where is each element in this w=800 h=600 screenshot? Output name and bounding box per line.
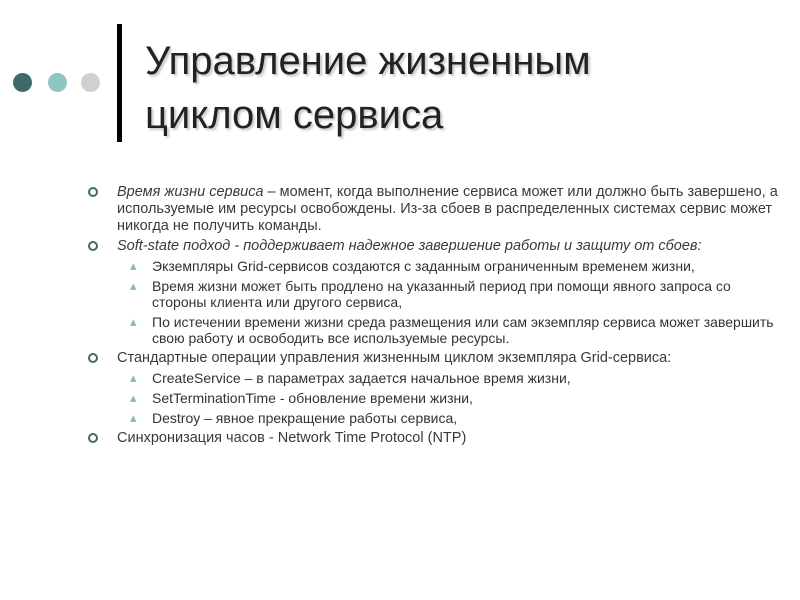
decorative-dots bbox=[13, 73, 103, 93]
bullet-item-standard-ops bbox=[88, 350, 788, 367]
standard-ops-sublist bbox=[88, 370, 788, 426]
triangle-bullet-icon: ▴ bbox=[130, 314, 137, 329]
sub-item-text: Экземпляры Grid-сервисов создаются с заданным ограниченным временем жизни, bbox=[152, 258, 695, 274]
soft-state-sublist bbox=[88, 258, 788, 346]
standard-ops-text: Стандартные операции управления жизненным циклом экземпляра Grid-сервиса: bbox=[117, 350, 672, 366]
triangle-bullet-icon: ▴ bbox=[130, 370, 137, 385]
slide-body bbox=[88, 184, 788, 450]
sub-item-text: По истечении времени жизни среда размещения или сам экземпляр сервиса может завершить свою работу и освободить все используемые ресурсы. bbox=[152, 314, 774, 346]
sub-item bbox=[88, 390, 788, 406]
sub-item bbox=[88, 278, 788, 310]
triangle-bullet-icon: ▴ bbox=[130, 410, 137, 425]
dark-teal-dot bbox=[13, 73, 32, 92]
sub-item-text: SetTerminationTime - обновление времени жизни, bbox=[152, 390, 473, 406]
ring-bullet-icon bbox=[88, 187, 98, 197]
bullet-item-soft-state bbox=[88, 238, 788, 255]
bullet-item-ntp bbox=[88, 430, 788, 447]
ring-bullet-icon bbox=[88, 241, 98, 251]
grey-dot bbox=[81, 73, 100, 92]
lifetime-description: – момент, когда выполнение сервиса может или должно быть завершено, а используемые им ресурсы освобождены. Из-за сбоев в распределенных системах сервис может никогда не получить команды. bbox=[117, 184, 778, 234]
ntp-text: Синхронизация часов - Network Time Protocol (NTP) bbox=[117, 430, 467, 446]
ring-bullet-icon bbox=[88, 353, 98, 363]
triangle-bullet-icon: ▴ bbox=[130, 390, 137, 405]
sub-item bbox=[88, 410, 788, 426]
sub-item-text: Destroy – явное прекращение работы сервиса, bbox=[152, 410, 458, 426]
sub-item-text: CreateService – в параметрах задается начальное время жизни, bbox=[152, 370, 571, 386]
triangle-bullet-icon: ▴ bbox=[130, 278, 137, 293]
bullet-item-lifetime bbox=[88, 184, 788, 235]
ring-bullet-icon bbox=[88, 433, 98, 443]
title-line-1: Управление жизненным bbox=[145, 39, 591, 83]
sub-item bbox=[88, 258, 788, 274]
sub-item-text: Время жизни может быть продлено на указанный период при помощи явного запроса со стороны клиента или другого сервиса, bbox=[152, 278, 731, 310]
sub-item bbox=[88, 314, 788, 346]
soft-state-text: Soft-state подход - поддерживает надежное завершение работы и защиту от сбоев: bbox=[117, 238, 702, 254]
term-lifetime: Время жизни сервиса bbox=[117, 184, 264, 200]
triangle-bullet-icon: ▴ bbox=[130, 258, 137, 273]
slide-title bbox=[145, 34, 785, 142]
title-line-2: циклом сервиса bbox=[145, 93, 444, 137]
light-teal-dot bbox=[48, 73, 67, 92]
title-divider bbox=[117, 24, 122, 142]
sub-item bbox=[88, 370, 788, 386]
